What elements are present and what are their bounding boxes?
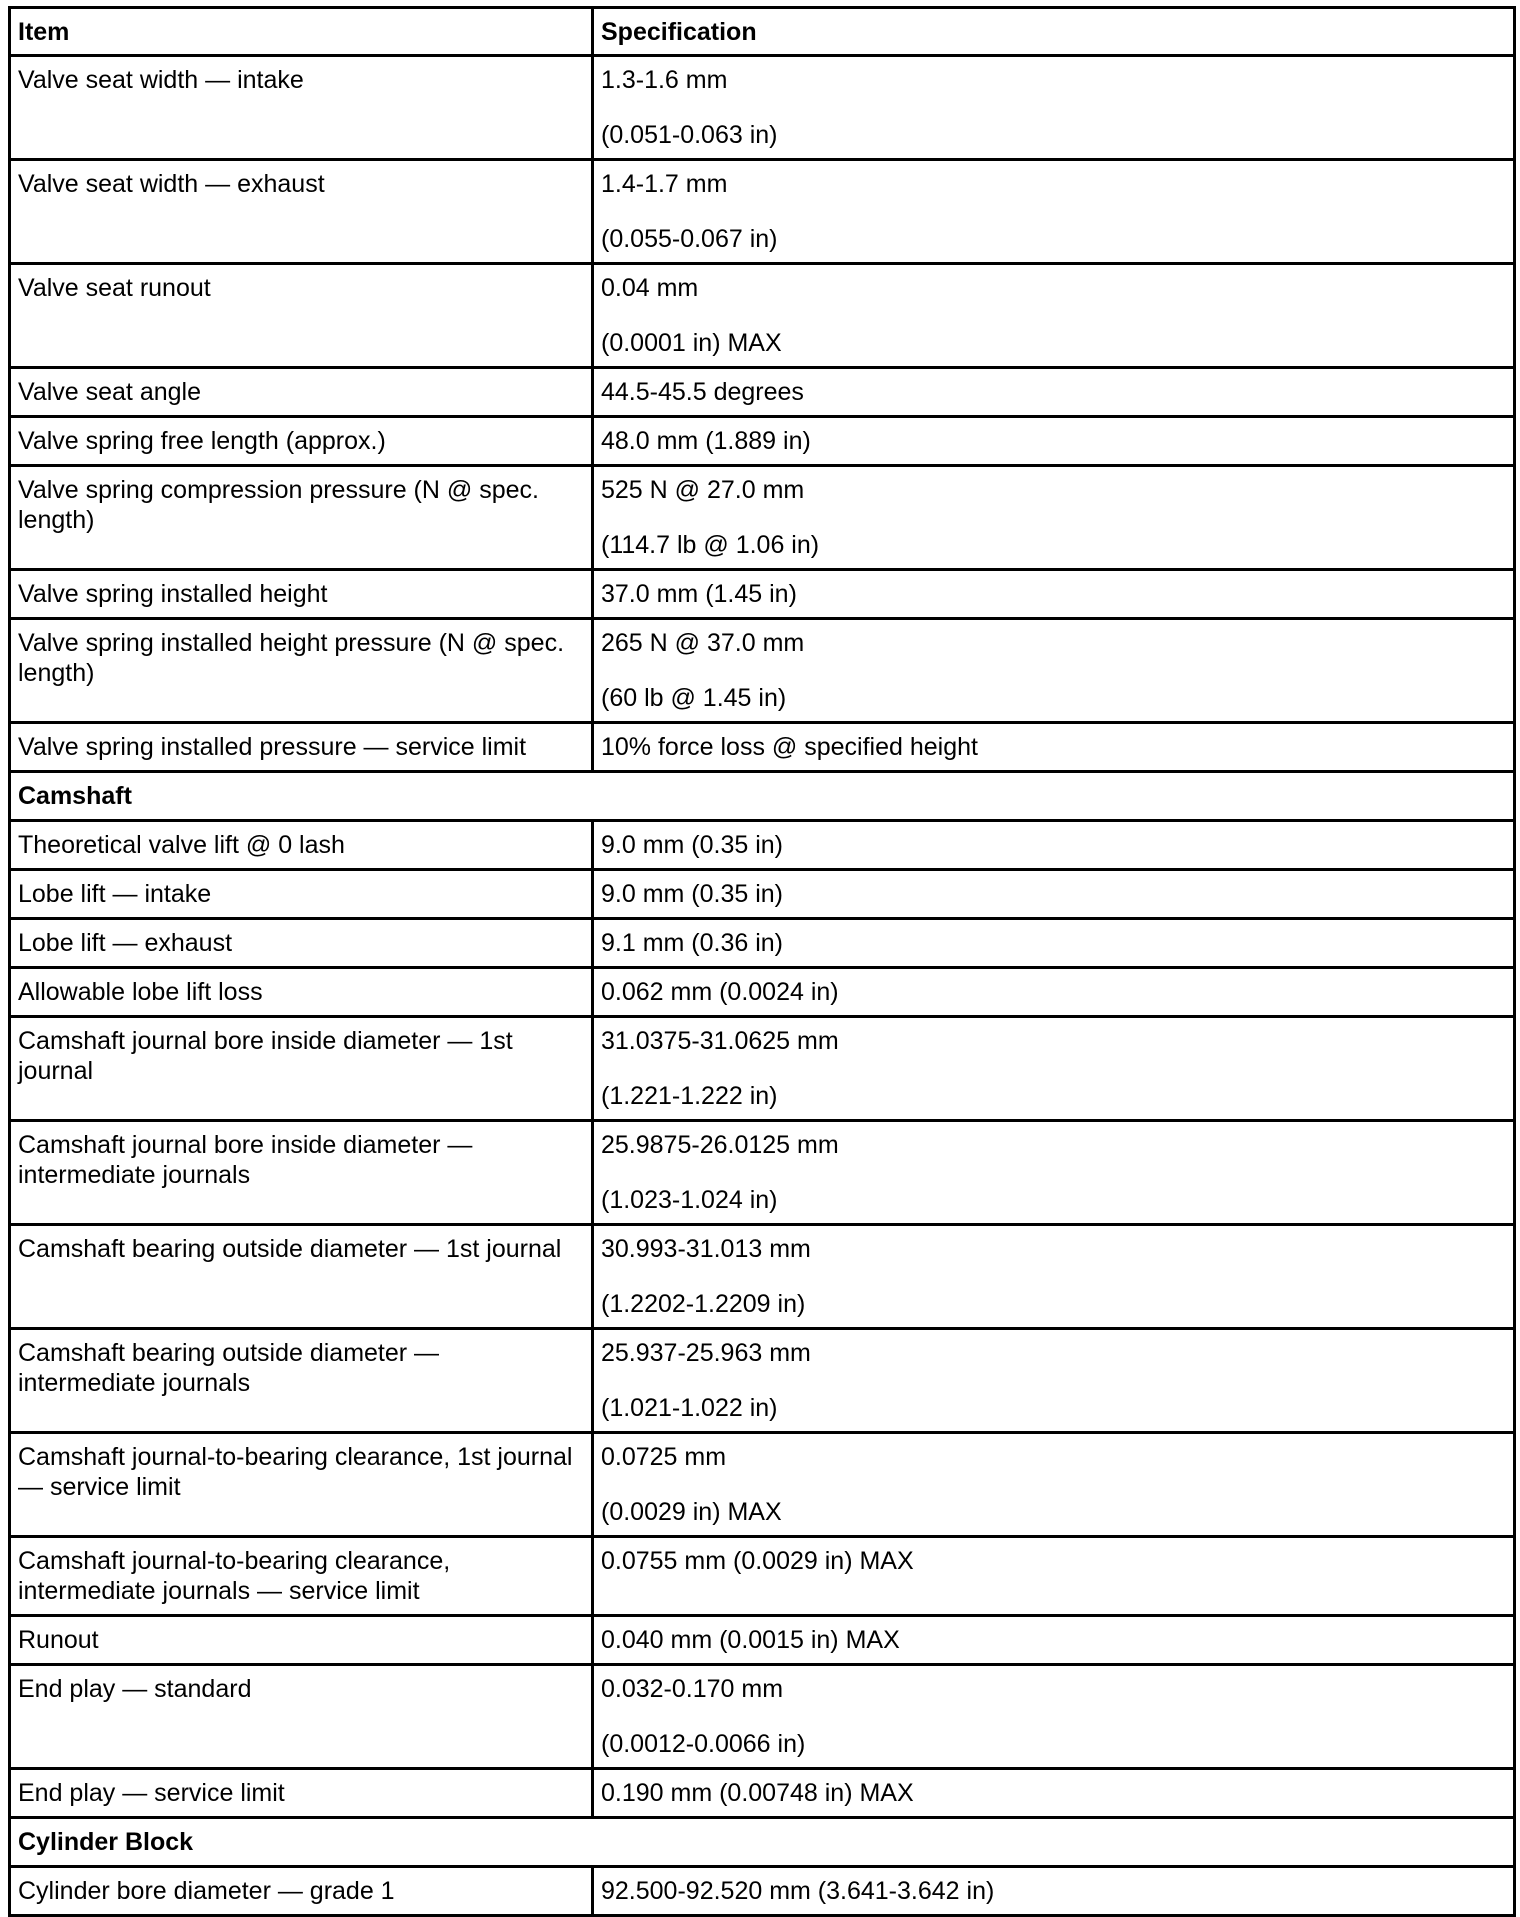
specification-value: 31.0375-31.0625 mm (601, 1027, 839, 1055)
specification-value: (60 lb @ 1.45 in) (601, 684, 787, 712)
specification-value: 30.993-31.013 mm (601, 1235, 811, 1263)
specification-value: (0.055-0.067 in) (601, 225, 778, 253)
item-cell: End play — service limit (10, 1769, 593, 1818)
table-row (10, 723, 1515, 772)
table-row (10, 1121, 1515, 1225)
column-header-item: Item (10, 8, 593, 56)
specification-value: (0.0012-0.0066 in) (601, 1730, 806, 1758)
table-row (10, 417, 1515, 466)
specification-value: 1.4-1.7 mm (601, 170, 728, 198)
item-cell: End play — standard (10, 1665, 593, 1769)
specification-value: 0.032-0.170 mm (601, 1675, 784, 1703)
item-cell: Allowable lobe lift loss (10, 968, 593, 1017)
specification-value: (1.2202-1.2209 in) (601, 1290, 806, 1318)
specification-value: 0.0755 mm (0.0029 in) MAX (601, 1547, 914, 1575)
section-heading: Cylinder Block (10, 1818, 1515, 1867)
table-row (10, 821, 1515, 870)
table-row (10, 1225, 1515, 1329)
specification-value: (1.023-1.024 in) (601, 1186, 778, 1214)
specification-cell (593, 1433, 1515, 1537)
specification-value: 265 N @ 37.0 mm (601, 629, 805, 657)
table-row (10, 919, 1515, 968)
specification-value: 0.040 mm (0.0015 in) MAX (601, 1626, 900, 1654)
item-cell: Camshaft bearing outside diameter — 1st journal (10, 1225, 593, 1329)
item-cell: Camshaft journal bore inside diameter — 1st journal (10, 1017, 593, 1121)
table-row (10, 1017, 1515, 1121)
specification-cell (593, 821, 1515, 870)
table-row (10, 160, 1515, 264)
table-row (10, 1537, 1515, 1616)
item-cell: Runout (10, 1616, 593, 1665)
table-row (10, 1616, 1515, 1665)
item-cell: Valve seat width — exhaust (10, 160, 593, 264)
table-row (10, 1433, 1515, 1537)
item-cell: Valve spring compression pressure (N @ spec. length) (10, 466, 593, 570)
item-cell: Valve spring installed pressure — service limit (10, 723, 593, 772)
item-cell: Theoretical valve lift @ 0 lash (10, 821, 593, 870)
specification-value: 9.1 mm (0.36 in) (601, 929, 784, 957)
item-cell: Valve spring installed height pressure (N @ spec. length) (10, 619, 593, 723)
item-cell: Valve spring free length (approx.) (10, 417, 593, 466)
specification-cell (593, 570, 1515, 619)
table-row (10, 619, 1515, 723)
column-header-specification: Specification (593, 8, 1515, 56)
specification-value: 9.0 mm (0.35 in) (601, 831, 784, 859)
specification-cell (593, 368, 1515, 417)
specification-cell (593, 619, 1515, 723)
specification-cell (593, 968, 1515, 1017)
item-cell: Camshaft bearing outside diameter — intermediate journals (10, 1329, 593, 1433)
specification-cell (593, 1867, 1515, 1916)
specification-value: 0.190 mm (0.00748 in) MAX (601, 1779, 914, 1807)
specification-value: 10% force loss @ specified height (601, 733, 978, 761)
specification-cell (593, 1537, 1515, 1616)
specification-cell (593, 1665, 1515, 1769)
specification-cell (593, 160, 1515, 264)
table-header-row (10, 8, 1515, 56)
table-row (10, 968, 1515, 1017)
specification-value: 25.9875-26.0125 mm (601, 1131, 839, 1159)
specification-value: (1.021-1.022 in) (601, 1394, 778, 1422)
specification-value: 44.5-45.5 degrees (601, 378, 804, 406)
item-cell: Cylinder bore diameter — grade 1 (10, 1867, 593, 1916)
specification-cell (593, 1769, 1515, 1818)
specification-cell (593, 870, 1515, 919)
specification-value: (114.7 lb @ 1.06 in) (601, 531, 820, 559)
table-row (10, 870, 1515, 919)
item-cell: Camshaft journal bore inside diameter — intermediate journals (10, 1121, 593, 1225)
item-cell: Valve seat width — intake (10, 56, 593, 160)
specification-value: 92.500-92.520 mm (3.641-3.642 in) (601, 1877, 995, 1905)
specification-cell (593, 723, 1515, 772)
specification-cell (593, 466, 1515, 570)
specification-value: 0.0725 mm (601, 1443, 727, 1471)
specification-value: 1.3-1.6 mm (601, 66, 728, 94)
section-row (10, 772, 1515, 821)
specification-cell (593, 1225, 1515, 1329)
table-row (10, 466, 1515, 570)
item-cell: Camshaft journal-to-bearing clearance, intermediate journals — service limit (10, 1537, 593, 1616)
specification-cell (593, 264, 1515, 368)
item-cell: Valve seat angle (10, 368, 593, 417)
specification-cell (593, 919, 1515, 968)
item-cell: Camshaft journal-to-bearing clearance, 1st journal — service limit (10, 1433, 593, 1537)
item-cell: Valve seat runout (10, 264, 593, 368)
specification-value: 25.937-25.963 mm (601, 1339, 811, 1367)
specification-value: 37.0 mm (1.45 in) (601, 580, 797, 608)
table-row (10, 56, 1515, 160)
table-row (10, 1769, 1515, 1818)
table-row (10, 1867, 1515, 1916)
specification-value: (1.221-1.222 in) (601, 1082, 778, 1110)
table-row (10, 264, 1515, 368)
specification-cell (593, 1616, 1515, 1665)
specification-value: 0.062 mm (0.0024 in) (601, 978, 839, 1006)
specification-value: 525 N @ 27.0 mm (601, 476, 805, 504)
section-row (10, 1818, 1515, 1867)
specification-cell (593, 56, 1515, 160)
item-cell: Valve spring installed height (10, 570, 593, 619)
specification-value: 48.0 mm (1.889 in) (601, 427, 811, 455)
item-cell: Lobe lift — exhaust (10, 919, 593, 968)
table-body (10, 56, 1515, 1916)
specification-cell (593, 1017, 1515, 1121)
table-row (10, 1329, 1515, 1433)
table-row (10, 368, 1515, 417)
specification-cell (593, 417, 1515, 466)
specification-cell (593, 1329, 1515, 1433)
item-cell: Lobe lift — intake (10, 870, 593, 919)
specification-value: (0.0001 in) MAX (601, 329, 782, 357)
specification-table (8, 6, 1516, 1917)
section-heading: Camshaft (10, 772, 1515, 821)
specification-value: (0.0029 in) MAX (601, 1498, 782, 1526)
specification-value: 0.04 mm (601, 274, 699, 302)
specification-cell (593, 1121, 1515, 1225)
specification-value: (0.051-0.063 in) (601, 121, 778, 149)
table-row (10, 570, 1515, 619)
table-row (10, 1665, 1515, 1769)
specification-value: 9.0 mm (0.35 in) (601, 880, 784, 908)
